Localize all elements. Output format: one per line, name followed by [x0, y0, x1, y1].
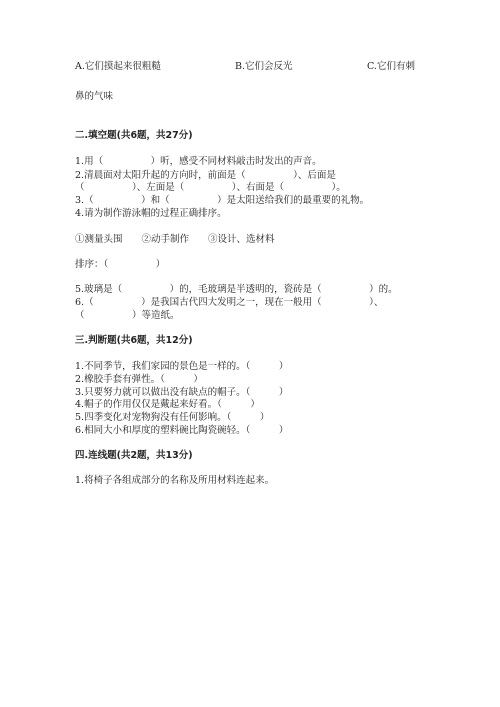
fill-question-4-answer: 排序：（ ）	[75, 259, 166, 270]
fill-question-2-line2: （ ）、左面是（ ）、右面是（ ）。	[75, 182, 346, 193]
option-c-continued: 鼻的气味	[75, 91, 114, 102]
judge-item: 6.相同大小和厚度的塑料碗比陶瓷碗轻。（ ）	[75, 425, 289, 436]
fill-question-2-line1: 2.清晨面对太阳升起的方向时，前面是（ ）、后面是	[75, 170, 336, 181]
fill-question-4: 4.请为制作游泳帽的过程正确排序。	[75, 208, 227, 219]
section4-title: 四.连线题(共2题，共13分)	[75, 450, 193, 461]
option-c: C.它们有刺	[367, 61, 415, 72]
fill-question-6-line1: 6.（ ）是我国古代四大发明之一，现在一般用（ ）、	[75, 297, 384, 308]
fill-question-1: 1.用（ ）听，感受不同材料敲击时发出的声音。	[75, 156, 322, 167]
option-b: B.它们会反光	[235, 61, 293, 72]
judge-item: 1.不同季节，我们家园的景色是一样的。（ ）	[75, 361, 289, 372]
fill-question-6-line2: （ ）等造纸。	[75, 310, 180, 321]
judge-item: 4.帽子的作用仅仅是戴起来好看。（ ）	[75, 399, 260, 410]
fill-question-5: 5.玻璃是（ ）的，毛玻璃是半透明的，瓷砖是（ ）的。	[75, 284, 398, 295]
fill-question-4-options: ①测量头围 ②动手制作 ③设计、选材料	[75, 234, 275, 245]
judge-item: 2.橡胶手套有弹性。（ ）	[75, 374, 203, 385]
fill-question-3: 3.（ ）和（ ）是太阳送给我们的最重要的礼物。	[75, 195, 370, 206]
judge-item: 3.只要努力就可以做出没有缺点的帽子。（ ）	[75, 387, 289, 398]
match-question-1: 1.将椅子各组成部分的名称及所用材料连起来。	[75, 475, 275, 486]
option-a: A.它们摸起来很粗糙	[75, 61, 161, 72]
section3-title: 三.判断题(共6题，共12分)	[75, 335, 193, 346]
section2-title: 二.填空题(共6题，共27分)	[75, 130, 193, 141]
judge-item: 5.四季变化对宠物狗没有任何影响。（ ）	[75, 412, 270, 423]
